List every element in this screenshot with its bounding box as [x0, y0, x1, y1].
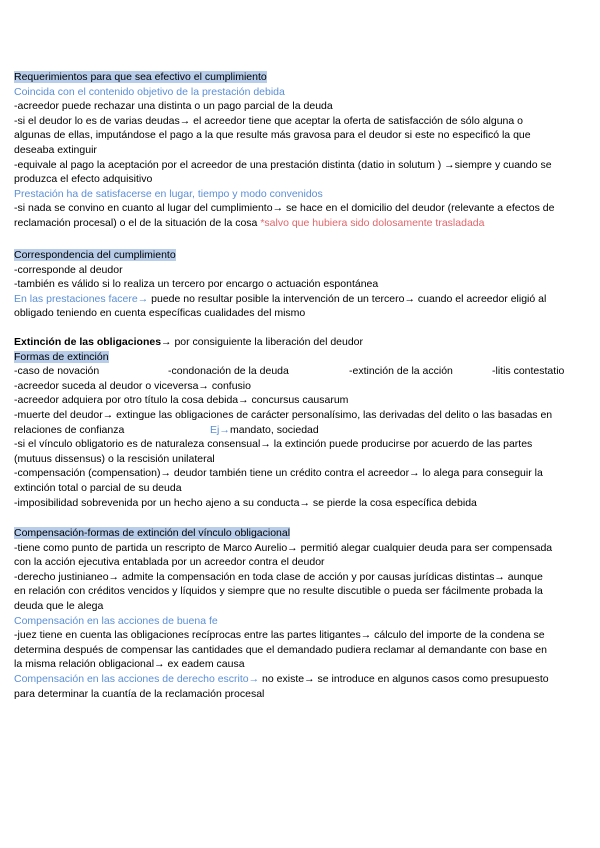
- text-span: no existe→ se introduce en algunos casos como presupuesto: [259, 672, 549, 685]
- text-span: relaciones de confianza: [14, 423, 125, 436]
- text-span: mandato, sociedad: [230, 423, 319, 436]
- subheading: Coincida con el contenido objetivo de la prestación debida: [14, 85, 285, 98]
- text-line: -corresponde al deudor: [14, 263, 123, 276]
- text-span: reclamación procesal) o el de la situación de la cosa: [14, 216, 261, 229]
- subheading-inline: En las prestaciones facere→: [14, 292, 149, 305]
- section-heading: Requerimientos para que sea efectivo el cumplimiento: [14, 71, 267, 83]
- form-item: -extinción de la acción: [349, 365, 453, 378]
- section-extincion: [14, 335, 586, 510]
- text-line: para determinar la cuantía de la reclamación procesal: [14, 687, 265, 700]
- text-line: -acreedor adquiera por otro título la cosa debida→ concursus causarum: [14, 394, 349, 407]
- text-line: deseaba extinguir: [14, 143, 97, 156]
- text-line: deuda que le alega: [14, 599, 104, 612]
- text-line: la misma relación obligacional→ ex eadem causa: [14, 658, 245, 671]
- text-line: produzca el efecto adquisitivo: [14, 173, 153, 186]
- text-line: -también es válido si lo realiza un tercero por encargo o actuación espontánea: [14, 278, 379, 291]
- text-line: -acreedor suceda al deudor o viceversa→ confusio: [14, 379, 251, 392]
- text-line: -derecho justinianeo→ admite la compensación en toda clase de acción y por causas jurídicas distintas→ aunque: [14, 570, 543, 583]
- note-text: *salvo que hubiera sido dolosamente trasladada: [260, 216, 485, 229]
- text-line: obligado teniendo en cuenta específicas cualidades del mismo: [14, 307, 306, 320]
- subheading: Compensación en las acciones de buena fe: [14, 614, 218, 627]
- form-item: -litis contestatio: [492, 365, 565, 378]
- text-line: -tiene como punto de partida un rescripto de Marco Aurelio→ permitió alegar cualquier deuda para ser compensada: [14, 541, 553, 554]
- text-line: -si el deudor lo es de varias deudas→ el acreedor tiene que aceptar la oferta de satisfacción de sólo alguna o: [14, 114, 523, 127]
- title-rest: → por consiguiente la liberación del deudor: [161, 336, 364, 348]
- section-heading: Formas de extinción: [14, 350, 109, 363]
- text-line: [14, 216, 586, 231]
- text-line: determina después de compensar las cantidades que el demandado pudiera reclamar al demandante con base en: [14, 643, 547, 656]
- section-correspondencia: [14, 248, 586, 321]
- text-line: -juez tiene en cuenta las obligaciones recíprocas entre las partes litigantes→ cálculo del importe de la condena se: [14, 629, 545, 642]
- title-bold: Extinción de las obligaciones: [14, 336, 162, 348]
- form-item: -caso de novación: [14, 365, 100, 378]
- text-line: extinción total o parcial de su deuda: [14, 481, 182, 494]
- text-span: puede no resultar posible la intervención de un tercero→ cuando el acreedor eligió al: [148, 292, 547, 305]
- text-line: (mutuus dissensus) o la rescisión unilateral: [14, 452, 215, 465]
- text-line: -muerte del deudor→ extingue las obligaciones de carácter personalísimo, las derivadas del delito o las basadas en: [14, 408, 553, 421]
- section-requerimientos: [14, 70, 586, 231]
- text-line: [14, 423, 586, 438]
- section-heading: Correspondencia del cumplimiento: [14, 249, 176, 261]
- text-line: -acreedor puede rechazar una distinta o un pago parcial de la deuda: [14, 100, 333, 113]
- text-line: [14, 672, 586, 687]
- text-line: -si el vínculo obligatorio es de naturaleza consensual→ la extinción puede producirse por acuerdo de las partes: [14, 438, 533, 451]
- text-line: [14, 292, 586, 307]
- forms-row: [14, 364, 586, 379]
- text-line: -compensación (compensation)→ deudor también tiene un crédito contra el acreedor→ lo alega para conseguir la: [14, 467, 543, 480]
- subheading-inline: Compensación en las acciones de derecho escrito→: [14, 672, 260, 685]
- section-compensacion: [14, 526, 586, 701]
- text-line: con la acción ejecutiva entablada por un acreedor contra el deudor: [14, 556, 325, 569]
- example-label: Ej→: [210, 423, 230, 436]
- section-heading: Compensación-formas de extinción del vínculo obligacional: [14, 527, 291, 539]
- text-line: -equivale al pago la aceptación por el acreedor de una prestación distinta (datio in solutum ) →siempre y cuando se: [14, 158, 552, 171]
- text-line: -imposibilidad sobrevenida por un hecho ajeno a su conducta→ se pierde la cosa específica debida: [14, 496, 477, 509]
- form-item: -condonación de la deuda: [168, 365, 289, 378]
- subheading: Prestación ha de satisfacerse en lugar, tiempo y modo convenidos: [14, 187, 323, 200]
- text-line: algunas de ellas, imputándose el pago a la que resulte más gravosa para el deudor si este no especificó la que: [14, 129, 531, 142]
- section-title: [14, 335, 586, 350]
- text-line: en relación con créditos vencidos y líquidos y siempre que no resulte discutible o pueda ser fácilmente probada la: [14, 585, 543, 598]
- text-line: -si nada se convino en cuanto al lugar del cumplimiento→ se hace en el domicilio del deudor (relevante a efectos de: [14, 202, 555, 215]
